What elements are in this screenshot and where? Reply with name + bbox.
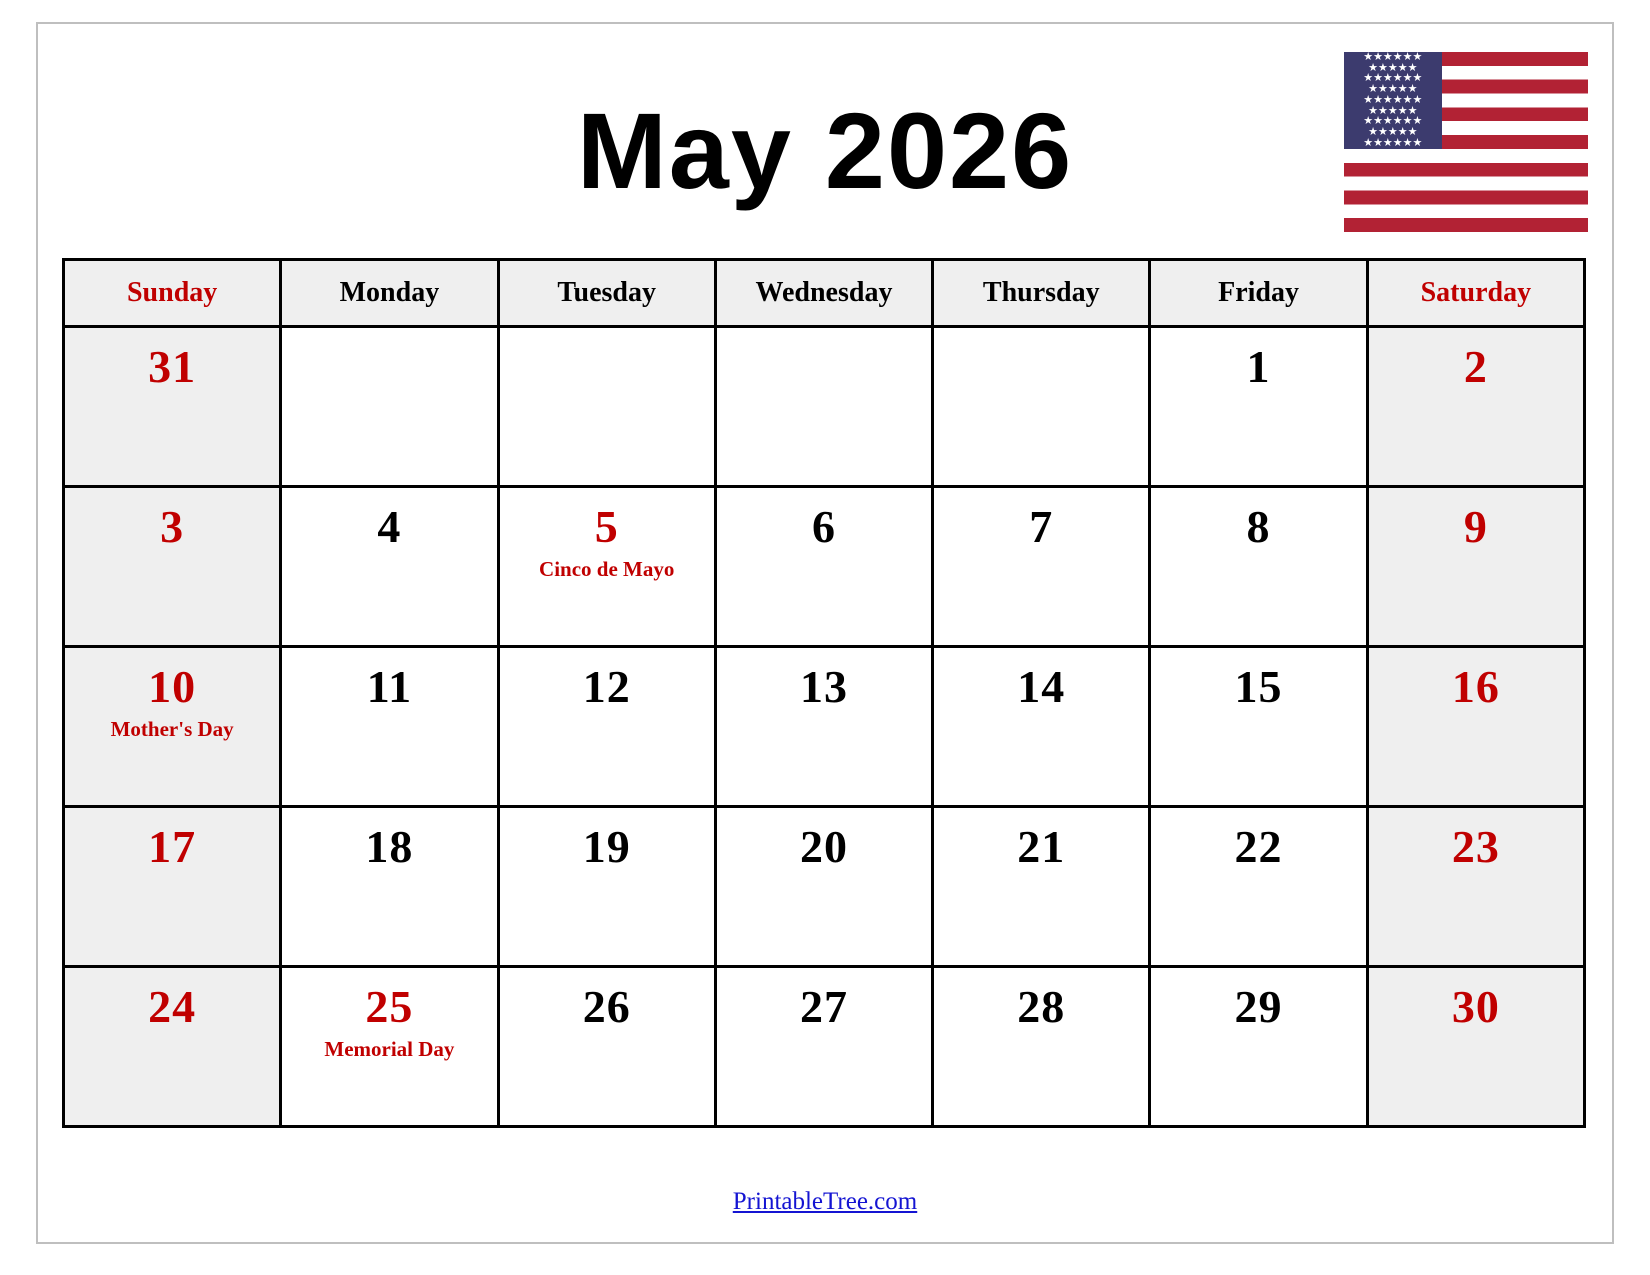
day-event [717,344,931,352]
calendar-day-cell[interactable] [64,807,281,967]
day-number: 31 [148,341,197,392]
calendar-day-cell[interactable] [1150,967,1367,1127]
day-event: Mother's Day [110,717,234,741]
day-number: 2 [1463,341,1488,392]
flag-star-row: ★★★★★★ [1363,52,1423,63]
day-number: 26 [582,981,631,1032]
calendar-body [64,327,1585,1127]
calendar-day-cell[interactable] [715,807,932,967]
day-number: 30 [1451,981,1500,1032]
calendar-day-cell[interactable] [281,807,498,967]
calendar-day-cell[interactable] [933,647,1150,807]
weekday-header-thursday: Thursday [933,260,1150,327]
calendar-day-cell[interactable] [281,327,498,487]
day-number: 17 [148,821,197,872]
calendar-day-cell[interactable] [1150,807,1367,967]
flag-star-row: ★★★★★ [1368,125,1418,138]
calendar-day-cell[interactable] [498,807,715,967]
day-number [717,328,931,344]
day-number: 20 [799,821,848,872]
flag-canton [1344,52,1442,149]
calendar-day-cell[interactable] [715,967,932,1127]
day-number [282,328,496,344]
day-event [282,344,496,352]
day-number: 23 [1451,821,1500,872]
day-number [500,328,714,344]
calendar-day-cell[interactable] [281,647,498,807]
footer [0,1188,1650,1216]
day-number: 29 [1234,981,1283,1032]
flag-star-row: ★★★★★ [1368,61,1418,74]
calendar-day-cell[interactable] [498,967,715,1127]
calendar-day-cell[interactable] [1150,327,1367,487]
page-title: May 2026 [576,90,1074,211]
calendar-day-cell[interactable] [933,327,1150,487]
calendar-day-cell[interactable] [1367,327,1584,487]
calendar-day-cell[interactable] [498,647,715,807]
day-number: 10 [148,661,197,712]
calendar-day-cell[interactable] [281,487,498,647]
calendar-day-cell[interactable] [64,327,281,487]
calendar-week-row [64,327,1585,487]
calendar-day-cell[interactable] [64,647,281,807]
calendar-week-row [64,647,1585,807]
day-number: 12 [582,661,631,712]
day-number: 6 [811,501,836,552]
day-number: 19 [582,821,631,872]
flag-star-row: ★★★★★★ [1363,93,1423,106]
calendar-day-cell[interactable] [933,807,1150,967]
calendar-header-row [64,260,1585,327]
day-number: 11 [366,661,413,712]
calendar-day-cell[interactable] [715,647,932,807]
calendar-day-cell[interactable] [1367,807,1584,967]
day-number: 22 [1234,821,1283,872]
day-event: Memorial Day [324,1037,455,1061]
day-number: 27 [799,981,848,1032]
day-number: 7 [1029,501,1054,552]
footer-link[interactable]: PrintableTree.com [732,1188,918,1215]
day-number: 9 [1463,501,1488,552]
flag-star-row: ★★★★★★ [1363,136,1423,149]
flag-star-row: ★★★★★★ [1363,72,1423,85]
day-number: 1 [1246,341,1271,392]
calendar-day-cell[interactable] [715,327,932,487]
calendar-day-cell[interactable] [498,327,715,487]
day-number: 21 [1017,821,1066,872]
calendar-day-cell[interactable] [933,967,1150,1127]
calendar-day-cell[interactable] [1367,967,1584,1127]
day-number: 3 [160,501,185,552]
weekday-header-monday: Monday [281,260,498,327]
calendar-day-cell[interactable] [1367,647,1584,807]
calendar-day-cell[interactable] [933,487,1150,647]
day-event [500,344,714,352]
weekday-header-tuesday: Tuesday [498,260,715,327]
day-event: Cinco de Mayo [539,557,675,581]
day-number: 18 [365,821,414,872]
calendar-day-cell[interactable] [1150,487,1367,647]
weekday-header-sunday: Sunday [64,260,281,327]
calendar-week-row [64,967,1585,1127]
calendar-day-cell[interactable] [281,967,498,1127]
calendar-day-cell[interactable] [1150,647,1367,807]
day-event [934,344,1148,352]
day-number: 28 [1017,981,1066,1032]
day-number: 13 [799,661,848,712]
flag-star-row: ★★★★★ [1368,83,1418,96]
day-number: 25 [365,981,414,1032]
day-number: 14 [1017,661,1066,712]
calendar-day-cell[interactable] [498,487,715,647]
day-number: 16 [1451,661,1500,712]
calendar-week-row [64,487,1585,647]
day-number: 4 [377,501,402,552]
us-flag-icon [1344,52,1588,232]
calendar-day-cell[interactable] [64,967,281,1127]
weekday-header-wednesday: Wednesday [715,260,932,327]
day-number [934,328,1148,344]
day-number: 5 [594,501,619,552]
flag-star-row: ★★★★★ [1368,104,1418,117]
calendar-day-cell[interactable] [715,487,932,647]
day-number: 24 [148,981,197,1032]
flag-star-row: ★★★★★★ [1363,115,1423,128]
calendar-week-row [64,807,1585,967]
day-number: 8 [1246,501,1271,552]
weekday-header-saturday: Saturday [1367,260,1584,327]
day-number: 15 [1234,661,1283,712]
calendar-day-cell[interactable] [1367,487,1584,647]
calendar-grid [62,258,1586,1128]
weekday-header-friday: Friday [1150,260,1367,327]
calendar-day-cell[interactable] [64,487,281,647]
